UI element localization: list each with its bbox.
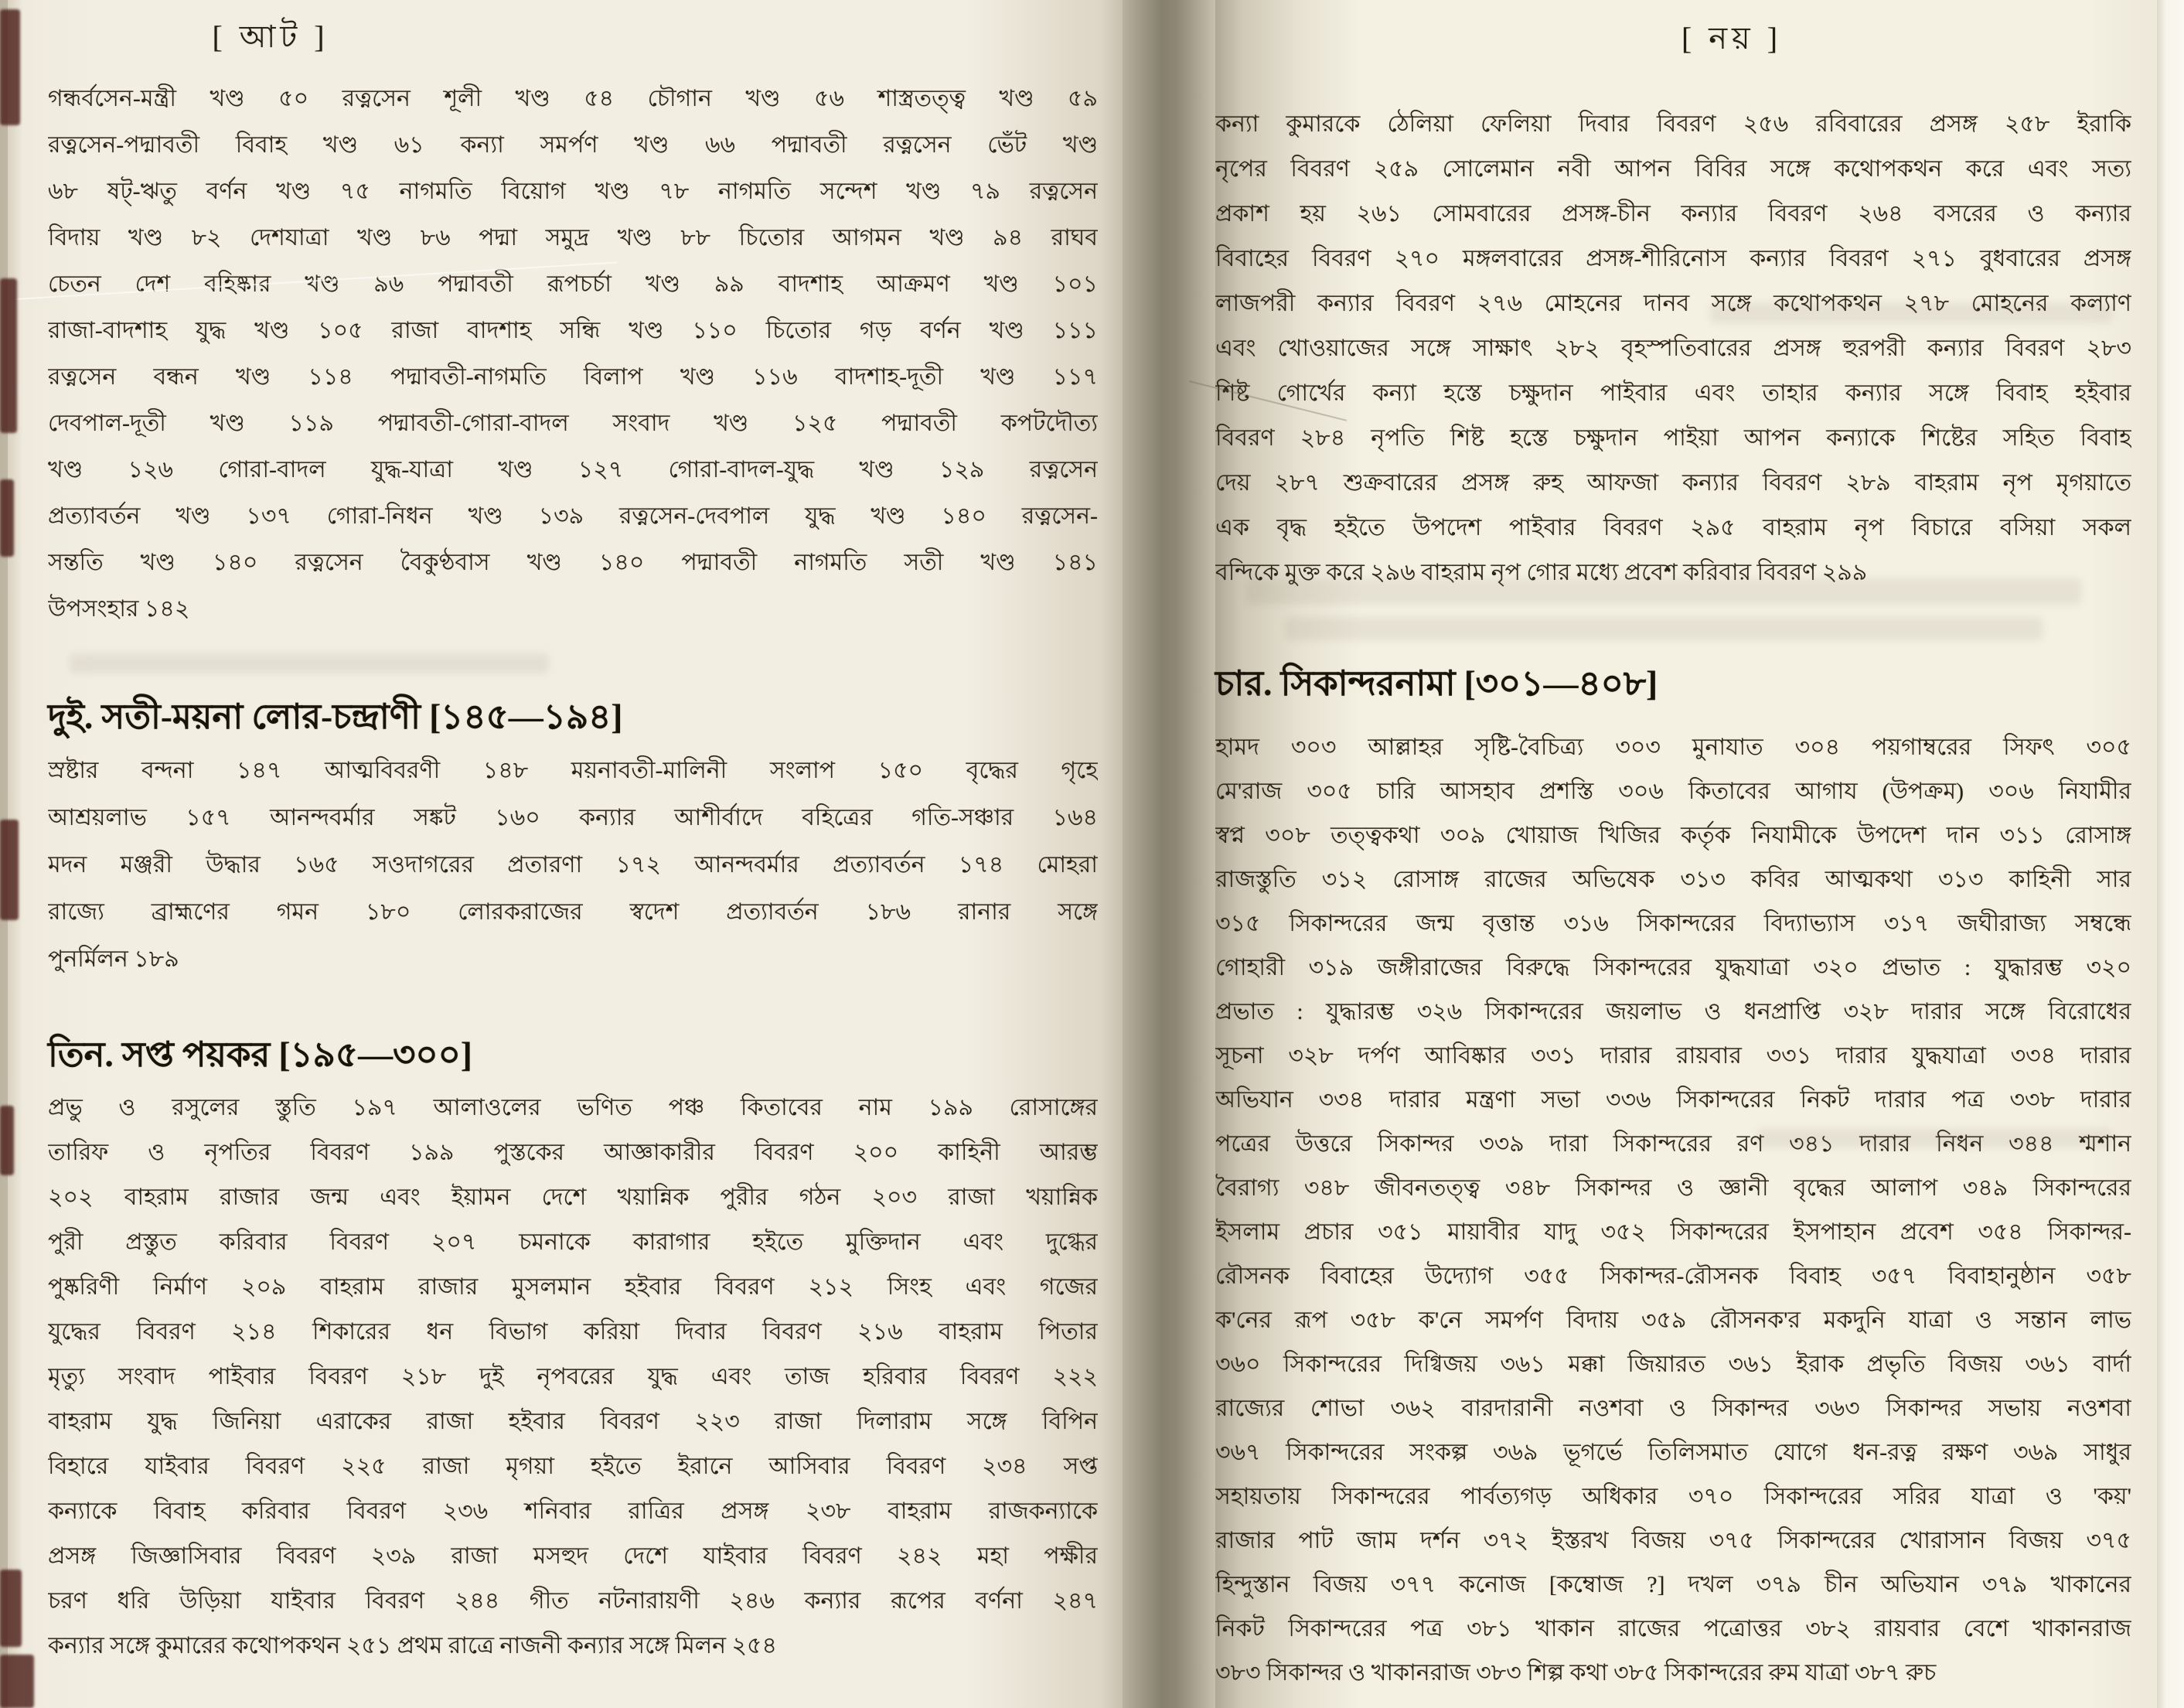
scan-edge-fragment: [0, 278, 17, 433]
toc-line: আশ্রয়লাভ ১৫৭ আনন্দবর্মার সঙ্কট ১৬০ কন্যার আশীর্বাদে বহিত্রের গতি-সঞ্চার ১৬৪: [48, 805, 1098, 830]
toc-line: উপসংহার ১৪২: [48, 596, 190, 622]
toc-line: ৩৬৭ সিকান্দরের সংকল্প ৩৬৯ ভূগর্ভে তিলিসমাত যোগে ধন-রত্ন রক্ষণ ৩৬৯ সাধুর: [1215, 1440, 2131, 1465]
toc-paragraph-padmavati: [48, 76, 1098, 632]
bleed-through-ghost: [1285, 617, 2043, 640]
toc-line: পুষ্করিণী নির্মাণ ২০৯ বাহরাম রাজার মুসলমান হইবার বিবরণ ২১২ সিংহ এবং গজের: [48, 1274, 1098, 1300]
toc-line: ৩১৫ সিকান্দরের জন্ম বৃত্তান্ত ৩১৬ সিকান্দরের বিদ্যাভ্যাস ৩১৭ জঘীরাজ্য সম্বন্ধে: [1215, 911, 2131, 936]
toc-line: ৬৮ ষট্-ঋতু বর্ণন খণ্ড ৭৫ নাগমতি বিয়োগ খণ্ড ৭৮ নাগমতি সন্দেশ খণ্ড ৭৯ রত্নসেন: [48, 179, 1098, 204]
toc-line: স্রষ্টার বন্দনা ১৪৭ আত্মবিবরণী ১৪৮ ময়নাবতী-মালিনী সংলাপ ১৫০ বৃদ্ধের গৃহে: [48, 758, 1098, 783]
toc-line: বাহরাম যুদ্ধ জিনিয়া এরাকের রাজা হইবার বিবরণ ২২৩ রাজা দিলারাম সঙ্গে বিপিন: [48, 1409, 1098, 1434]
toc-line: কন্যা কুমারকে ঠেলিয়া ফেলিয়া দিবার বিবরণ ২৫৬ রবিবারের প্রসঙ্গ ২৫৮ ইরাকি: [1215, 111, 2131, 137]
toc-line: দেবপাল-দূতী খণ্ড ১১৯ পদ্মাবতী-গোরা-বাদল সংবাদ খণ্ড ১২৫ পদ্মাবতী কপটদৌত্য: [48, 411, 1098, 436]
toc-line: রাজ্যের শোভা ৩৬২ বারদারানী নওশবা ও সিকান্দর ৩৬৩ সিকান্দর সভায় নওশবা: [1215, 1396, 2131, 1421]
toc-line: এক বৃদ্ধ হইতে উপদেশ পাইবার বিবরণ ২৯৫ বাহরাম নৃপ বিচারে বসিয়া সকল: [1215, 515, 2131, 540]
toc-paragraph-sikandarnama: [1215, 725, 2131, 1695]
section-heading-sati-mayna: দুই. সতী-ময়না লোর-চন্দ্রাণী [১৪৫—১৯৪]: [48, 697, 623, 736]
toc-line: পত্রের উত্তরে সিকান্দর ৩৩৯ দারা সিকান্দরের রণ ৩৪১ দারার নিধন ৩৪৪ শ্মশান: [1215, 1131, 2131, 1157]
toc-line: প্রভাত : যুদ্ধারম্ভ ৩২৬ সিকান্দরের জয়লাভ ও ধনপ্রাপ্তি ৩২৮ দারার সঙ্গে বিরোধের: [1215, 999, 2131, 1024]
toc-line: মৃত্যু সংবাদ পাইবার বিবরণ ২১৮ দুই নৃপবরের যুদ্ধ এবং তাজ হরিবার বিবরণ ২২২: [48, 1364, 1098, 1389]
toc-line: রাজস্তুতি ৩১২ রোসাঙ্গ রাজের অভিষেক ৩১৩ কবির আত্মকথা ৩১৩ কাহিনী সার: [1215, 867, 2131, 892]
scan-edge-fragment: [0, 9, 20, 125]
toc-line: রাজার পাট জাম দর্শন ৩৭২ ইস্তরখ বিজয় ৩৭৫ সিকান্দরের খোরাসান বিজয় ৩৭৫: [1215, 1528, 2131, 1553]
toc-line: পুনর্মিলন ১৮৯: [48, 946, 179, 972]
page-number-right: [ নয় ]: [1681, 21, 1783, 56]
toc-line: খণ্ড ১২৬ গোরা-বাদল যুদ্ধ-যাত্রা খণ্ড ১২৭ গোরা-বাদল-যুদ্ধ খণ্ড ১২৯ রত্নসেন: [48, 457, 1098, 482]
toc-line: বন্দিকে মুক্ত করে ২৯৬ বাহরাম নৃপ গোর মধ্যে প্রবেশ করিবার বিবরণ ২৯৯: [1215, 560, 1868, 585]
toc-line: কন্যার সঙ্গে কুমারের কথোপকথন ২৫১ প্রথম রাত্রে নাজনী কন্যার সঙ্গে মিলন ২৫৪: [48, 1633, 777, 1659]
toc-line: পুরী প্রস্তুত করিবার বিবরণ ২০৭ চমনাকে কারাগার হইতে মুক্তিদান এবং দুগ্ধের: [48, 1229, 1098, 1255]
toc-line: বৈরাগ্য ৩৪৮ জীবনতত্ত্ব ৩৪৮ সিকান্দর ও জ্ঞানী বৃদ্ধের আলাপ ৩৪৯ সিকান্দরের: [1215, 1175, 2131, 1201]
toc-line: স্বপ্ন ৩০৮ তত্ত্বকথা ৩০৯ খোয়াজ খিজির কর্তৃক নিযামীকে উপদেশ দান ৩১১ রোসাঙ্গ: [1215, 823, 2131, 848]
toc-line: নৃপের বিবরণ ২৫৯ সোলেমান নবী আপন বিবির সঙ্গে কথোপকথন করে এবং সত্য: [1215, 156, 2131, 182]
toc-line: শিষ্ট গোর্খের কন্যা হস্তে চক্ষুদান পাইবার এবং তাহার কন্যার সঙ্গে বিবাহ হইবার: [1215, 380, 2131, 406]
toc-line: গোহারী ৩১৯ জঙ্গীরাজের বিরুদ্ধে সিকান্দরের যুদ্ধযাত্রা ৩২০ প্রভাত : যুদ্ধারম্ভ ৩২০: [1215, 955, 2131, 980]
toc-line: সহায়তায় সিকান্দরের পার্বত্যগড় অধিকার ৩৭০ সিকান্দরের সরির যাত্রা ও 'কয়': [1215, 1484, 2131, 1509]
toc-line: ৩৬০ সিকান্দরের দিগ্বিজয় ৩৬১ মক্কা জিয়ারত ৩৬১ ইরাক প্রভৃতি বিজয় ৩৬১ বার্দা: [1215, 1352, 2131, 1377]
toc-line: অভিযান ৩৩৪ দারার মন্ত্রণা সভা ৩৩৬ সিকান্দরের নিকট দারার পত্র ৩৩৮ দারার: [1215, 1087, 2131, 1113]
toc-line: প্রকাশ হয় ২৬১ সোমবারের প্রসঙ্গ-চীন কন্যার বিবরণ ২৬৪ বসরের ও কন্যার: [1215, 201, 2131, 227]
toc-line: প্রসঙ্গ জিজ্ঞাসিবার বিবরণ ২৩৯ রাজা মসহুদ দেশে যাইবার বিবরণ ২৪২ মহা পক্ষীর: [48, 1543, 1098, 1569]
toc-line: তারিফ ও নৃপতির বিবরণ ১৯৯ পুস্তকের আজ্ঞাকারীর বিবরণ ২০০ কাহিনী আরম্ভ: [48, 1140, 1098, 1165]
toc-line: বিবরণ ২৮৪ নৃপতি শিষ্ট হস্তে চক্ষুদান পাইয়া আপন কন্যাকে শিষ্টের সহিত বিবাহ: [1215, 425, 2131, 451]
toc-line: নিকট সিকান্দরের পত্র ৩৮১ খাকান রাজের পত্রোত্তর ৩৮২ রায়বার বেশে খাকানরাজ: [1215, 1616, 2131, 1642]
bleed-through-ghost: [1756, 1129, 2112, 1147]
section-heading-sapta-paykar: তিন. সপ্ত পয়কর [১৯৫—৩০০]: [48, 1035, 472, 1074]
toc-line: রত্নসেন বন্ধন খণ্ড ১১৪ পদ্মাবতী-নাগমতি বিলাপ খণ্ড ১১৬ বাদশাহ-দূতী খণ্ড ১১৭: [48, 364, 1098, 390]
toc-line: যুদ্ধের বিবরণ ২১৪ শিকারের ধন বিভাগ করিয়া দিবার বিবরণ ২১৬ বাহরাম পিতার: [48, 1319, 1098, 1345]
toc-line: প্রভু ও রসুলের স্তুতি ১৯৭ আলাওলের ভণিত পঞ্চ কিতাবের নাম ১৯৯ রোসাঙ্গের: [48, 1095, 1098, 1120]
toc-line: ক'নের রূপ ৩৫৮ ক'নে সমর্পণ বিদায় ৩৫৯ রৌসনক'র মকদুনি যাত্রা ও সন্তান লাভ: [1215, 1307, 2131, 1333]
toc-line: রাজ্যে ব্রাহ্মণের গমন ১৮০ লোরকরাজের স্বদেশ প্রত্যাবর্তন ১৮৬ রানার সঙ্গে: [48, 899, 1098, 925]
toc-line: এবং খোওয়াজের সঙ্গে সাক্ষাৎ ২৮২ বৃহস্পতিবারের প্রসঙ্গ হুরপরী কন্যার বিবরণ ২৮৩: [1215, 336, 2131, 361]
toc-line: প্রত্যাবর্তন খণ্ড ১৩৭ গোরা-নিধন খণ্ড ১৩৯ রত্নসেন-দেবপাল যুদ্ধ খণ্ড ১৪০ রত্নসেন-: [48, 503, 1098, 529]
toc-line: বিহারে যাইবার বিবরণ ২২৫ রাজা মৃগয়া হইতে ইরানে আসিবার বিবরণ ২৩৪ সপ্ত: [48, 1454, 1098, 1479]
toc-line: হামদ ৩০৩ আল্লাহর সৃষ্টি-বৈচিত্র্য ৩০৩ মুনাযাত ৩০৪ পয়গাম্বরের সিফৎ ৩০৫: [1215, 735, 2131, 760]
toc-line: দেয় ২৮৭ শুক্রবারের প্রসঙ্গ রুহ আফজা কন্যার বিবরণ ২৮৯ বাহরাম নৃপ মৃগয়াতে: [1215, 470, 2131, 496]
scan-edge-fragment: [0, 1655, 34, 1708]
toc-line: ইসলাম প্রচার ৩৫১ মায়াবীর যাদু ৩৫২ সিকান্দরের ইসপাহান প্রবেশ ৩৫৪ সিকান্দর-: [1215, 1219, 2131, 1245]
toc-line: মদন মঞ্জরী উদ্ধার ১৬৫ সওদাগরের প্রতারণা ১৭২ আনন্দবর্মার প্রত্যাবর্তন ১৭৪ মোহরা: [48, 852, 1098, 878]
toc-line: সূচনা ৩২৮ দর্পণ আবিষ্কার ৩৩১ দারার রায়বার ৩৩১ দারার যুদ্ধযাত্রা ৩৩৪ দারার: [1215, 1043, 2131, 1069]
toc-line: গন্ধর্বসেন-মন্ত্রী খণ্ড ৫০ রত্নসেন শূলী খণ্ড ৫৪ চৌগান খণ্ড ৫৬ শাস্ত্রতত্ত্ব খণ্ড ৫৯: [48, 86, 1098, 111]
toc-line: বিবাহের বিবরণ ২৭০ মঙ্গলবারের প্রসঙ্গ-শীরিনোস কন্যার বিবরণ ২৭১ বুধবারের প্রসঙ্গ: [1215, 246, 2131, 271]
scan-edge-fragment: [0, 1570, 22, 1647]
gutter-shadow: [1123, 0, 1215, 1708]
toc-line: সন্ততি খণ্ড ১৪০ রত্নসেন বৈকুণ্ঠবাস খণ্ড ১৪০ পদ্মাবতী নাগমতি সতী খণ্ড ১৪১: [48, 550, 1098, 575]
bleed-through-ghost: [1246, 578, 2081, 605]
toc-line: চেতন দেশ বহিষ্কার খণ্ড ৯৬ পদ্মাবতী রূপচর্চা খণ্ড ৯৯ বাদশাহ আক্রমণ খণ্ড ১০১: [48, 271, 1098, 297]
scanner-background-strip: [2157, 0, 2184, 1708]
page-right: [1215, 0, 2184, 1708]
toc-line: রাজা-বাদশাহ যুদ্ধ খণ্ড ১০৫ রাজা বাদশাহ সন্ধি খণ্ড ১১০ চিতোর গড় বর্ণন খণ্ড ১১১: [48, 318, 1098, 343]
section-heading-sikandarnama: চার. সিকান্দরনামা [৩০১—৪০৮]: [1215, 664, 1658, 703]
bleed-through-ghost: [70, 653, 549, 673]
scan-edge-fragment: [0, 820, 19, 920]
toc-line: ৩৮৩ সিকান্দর ও খাকানরাজ ৩৮৩ শিল্প কথা ৩৮৫ সিকান্দরের রুম যাত্রা ৩৮৭ রুচ: [1215, 1660, 1937, 1686]
toc-paragraph-sapta-paykar-cont: [1215, 102, 2131, 595]
toc-line: রত্নসেন-পদ্মাবতী বিবাহ খণ্ড ৬১ কন্যা সমর্পণ খণ্ড ৬৬ পদ্মাবতী রত্নসেন ভেঁট খণ্ড: [48, 132, 1098, 158]
toc-line: ২০২ বাহরাম রাজার জন্ম এবং ইয়ামন দেশে খয়ান্নিক পুরীর গঠন ২০৩ রাজা খয়ান্নিক: [48, 1185, 1098, 1210]
toc-line: লাজপরী কন্যার বিবরণ ২৭৬ মোহনের দানব সঙ্গে কথোপকথন ২৭৮ মোহনের কল্যাণ: [1215, 291, 2131, 316]
toc-line: কন্যাকে বিবাহ করিবার বিবরণ ২৩৬ শনিবার রাত্রির প্রসঙ্গ ২৩৮ বাহরাম রাজকন্যাকে: [48, 1498, 1098, 1524]
scan-edge-fragment: [0, 479, 14, 557]
toc-line: মে'রাজ ৩০৫ চারি আসহাব প্রশস্তি ৩০৬ কিতাবের আগায (উপক্রম) ৩০৬ নিযামীর: [1215, 779, 2131, 804]
bleed-through-ghost: [1710, 303, 2112, 323]
toc-paragraph-sati-mayna: [48, 747, 1098, 983]
scan-edge-fragment: [0, 1106, 14, 1175]
toc-line: রৌসনক বিবাহের উদ্যোগ ৩৫৫ সিকান্দর-রৌসনক বিবাহ ৩৫৭ বিবাহানুষ্ঠান ৩৫৮: [1215, 1263, 2131, 1289]
page-number-left: [ আট ]: [212, 19, 329, 54]
toc-paragraph-sapta-paykar: [48, 1086, 1098, 1669]
toc-line: হিন্দুস্তান বিজয় ৩৭৭ কনোজ [কম্বোজ ?] দখল ৩৭৯ চীন অভিযান ৩৭৯ খাকানের: [1215, 1572, 2131, 1597]
toc-line: চরণ ধরি উড়িয়া যাইবার বিবরণ ২৪৪ গীত নটনারায়ণী ২৪৬ কন্যার রূপের বর্ণনা ২৪৭: [48, 1588, 1098, 1614]
toc-line: বিদায় খণ্ড ৮২ দেশযাত্রা খণ্ড ৮৬ পদ্মা সমুদ্র খণ্ড ৮৮ চিতোর আগমন খণ্ড ৯৪ রাঘব: [48, 225, 1098, 251]
